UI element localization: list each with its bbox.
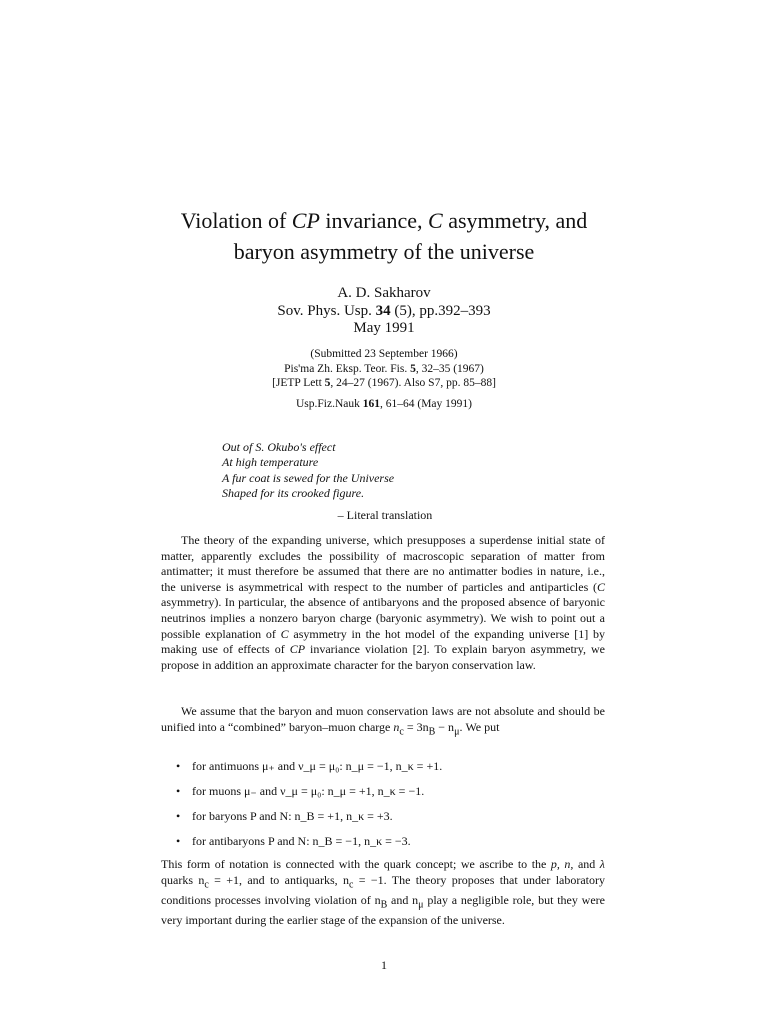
math-c: C bbox=[280, 626, 289, 641]
math-sub: c bbox=[399, 725, 404, 737]
epigraph-line: A fur coat is sewed for the Universe bbox=[222, 470, 395, 485]
list-item bbox=[176, 758, 606, 783]
author: A. D. Sakharov bbox=[337, 285, 431, 301]
math-sub: B bbox=[380, 898, 388, 910]
body-text: = +1, and to antiquarks, n bbox=[208, 872, 349, 887]
body-text: The theory of the expanding universe, which presupposes a superdense initial state of matter, apparently excludes the possibility of macroscopic separation of matter from antimatter; it must therefore be assumed that there are no antimatter bodies in nature, i.e., the universe is asymmetrical with respect to the number of particles and antiparticles ( bbox=[161, 533, 605, 594]
title-line-2: baryon asymmetry of the universe bbox=[233, 239, 535, 264]
journal-name: Sov. Phys. Usp. bbox=[277, 303, 376, 319]
title-line-1 bbox=[120, 205, 648, 236]
citation-text: , 24–27 (1967). Also S7, pp. 85–88] bbox=[330, 377, 496, 389]
epigraph-line: At high temperature bbox=[222, 455, 319, 470]
bullet-icon: • bbox=[176, 759, 181, 773]
body-text: asymmetry in the hot model of the expanding universe [1] by making use of effects of bbox=[161, 626, 606, 657]
pisma-citation bbox=[160, 362, 608, 377]
citation-text: [JETP Lett bbox=[272, 377, 325, 389]
citation-text: , 32–35 (1967) bbox=[415, 363, 484, 375]
math-cp: CP bbox=[289, 642, 306, 657]
page-number: 1 bbox=[381, 958, 387, 972]
math-sub: μ bbox=[418, 898, 424, 910]
paper-title bbox=[120, 205, 648, 267]
paragraph-2 bbox=[161, 704, 605, 740]
citation-text: Usp.Fiz.Nauk bbox=[295, 398, 363, 410]
body-text: We assume that the baryon and muon conservation laws are not absolute and should be unified into a “combined” baryon–muon charge bbox=[161, 704, 605, 734]
epigraph bbox=[222, 440, 522, 501]
body-text: = −1. The theory proposes that under laboratory conditions processes involving violation of n bbox=[161, 872, 606, 907]
body-text: invariance violation [2]. To explain baryon asymmetry, we propose in addition an approximate character for the baryon conservation law. bbox=[161, 642, 605, 672]
journal-pages: (5), pp.392–393 bbox=[390, 303, 491, 319]
paragraph-3 bbox=[161, 857, 605, 928]
math-n: n bbox=[393, 719, 400, 734]
publication-date: May 1991 bbox=[353, 320, 415, 336]
list-item-text: for baryons P and N: n_B = +1, n_κ = +3. bbox=[192, 809, 393, 823]
title-c: C bbox=[428, 208, 443, 233]
list-item bbox=[176, 833, 606, 858]
body-text: play a negligible role, but they were very important during the earlier stage of the expansion of the universe. bbox=[161, 892, 605, 927]
citation-text: , 61–64 (May 1991) bbox=[380, 398, 472, 410]
math-text: λ bbox=[599, 857, 605, 871]
title-text: Violation of bbox=[180, 208, 292, 233]
bullet-icon: • bbox=[176, 784, 181, 798]
list-item-text: for muons μ₋ and ν_μ = μ₀: n_μ = +1, n_κ = −1. bbox=[192, 784, 425, 798]
bullet-list bbox=[176, 758, 606, 858]
epigraph-attribution: – Literal translation bbox=[337, 508, 433, 522]
citation-volume: 5 bbox=[324, 377, 331, 389]
body-text: and n bbox=[387, 892, 419, 907]
bullet-icon: • bbox=[176, 834, 181, 848]
body-text: This form of notation is connected with the quark concept; we ascribe to the bbox=[161, 857, 551, 871]
body-text: . We put bbox=[459, 719, 500, 734]
epigraph-line: Shaped for its crooked figure. bbox=[222, 485, 365, 500]
list-item bbox=[176, 808, 606, 833]
epigraph-line: Out of S. Okubo's effect bbox=[222, 440, 336, 454]
journal-citation bbox=[160, 302, 608, 320]
citation-text: Pis'ma Zh. Eksp. Teor. Fis. bbox=[284, 363, 411, 375]
body-text: asymmetry). In particular, the absence of antibaryons and the proposed absence of baryonic neutrinos implies a nonzero baryon charge (baryonic asymmetry). We wish to point out a possible explanation of bbox=[161, 595, 605, 641]
math-sub: μ bbox=[454, 725, 460, 737]
bullet-icon: • bbox=[176, 809, 181, 823]
math-sub: c bbox=[204, 878, 209, 890]
jetp-citation bbox=[160, 376, 608, 391]
body-text: and bbox=[573, 857, 600, 871]
submission-date: (Submitted 23 September 1966) bbox=[310, 348, 458, 360]
list-item bbox=[176, 783, 606, 808]
body-text: quarks n bbox=[161, 872, 205, 887]
journal-volume: 34 bbox=[375, 303, 391, 319]
usp-citation bbox=[160, 397, 608, 412]
math-text: = 3n bbox=[403, 719, 429, 734]
math-c: C bbox=[596, 579, 605, 594]
title-text: invariance, bbox=[319, 208, 429, 233]
title-text: asymmetry, and bbox=[442, 208, 588, 233]
citation-volume: 161 bbox=[362, 398, 380, 410]
math-sub: B bbox=[428, 725, 436, 737]
math-text: − n bbox=[435, 719, 455, 734]
paragraph-1 bbox=[161, 533, 605, 673]
math-sub: c bbox=[348, 878, 354, 890]
list-item-text: for antimuons μ₊ and ν_μ = μ₀: n_μ = −1, n_κ = +1. bbox=[192, 759, 443, 773]
citation-volume: 5 bbox=[410, 363, 416, 375]
title-cp: CP bbox=[291, 208, 320, 233]
math-text: p, n, bbox=[550, 857, 574, 871]
list-item-text: for antibaryons P and N: n_B = −1, n_κ = −3. bbox=[192, 834, 411, 848]
